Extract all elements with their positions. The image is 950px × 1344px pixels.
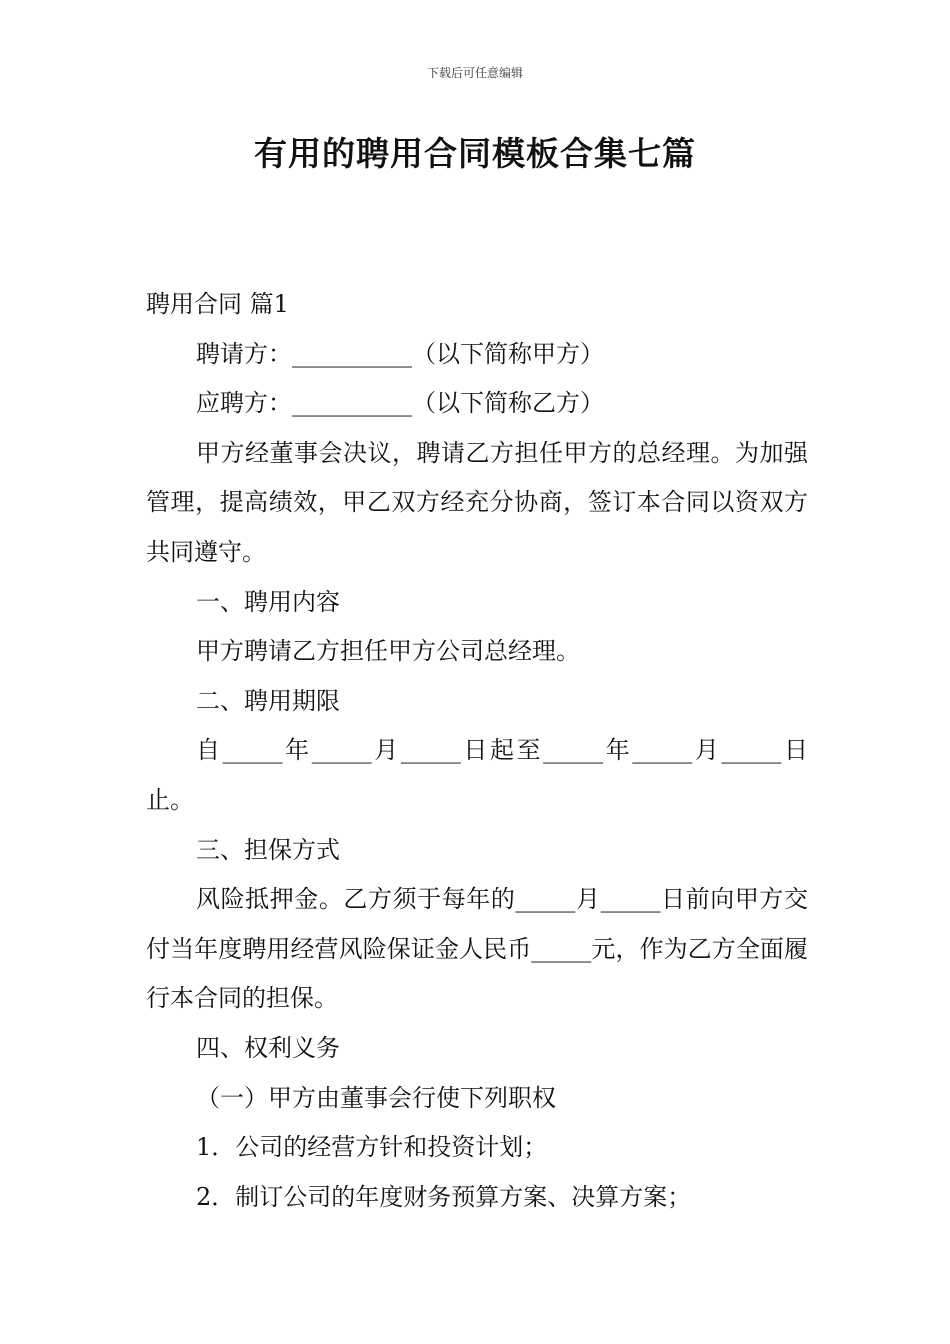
document-title: 有用的聘用合同模板合集七篇 — [254, 134, 696, 173]
header-note: 下载后可任意编辑 — [426, 66, 523, 80]
heading-employment-term: 二、聘用期限 — [196, 686, 340, 715]
paragraph-intro: 甲方经董事会决议，聘请乙方担任甲方的总经理。为加强管理，提高绩效，甲乙双方经充分协商，签订本合同以资双方共同遵守。 — [146, 438, 808, 566]
list-item-2: 2．制订公司的年度财务预算方案、决算方案； — [196, 1182, 692, 1211]
heading-rights-obligations: 四、权利义务 — [196, 1033, 340, 1062]
heading-employment-content: 一、聘用内容 — [196, 587, 340, 616]
paragraph-guarantee: 风险抵押金。乙方须于每年的_____月_____日前向甲方交付当年度聘用经营风险保证金人民币_____元，作为乙方全面履行本合同的担保。 — [146, 885, 808, 1013]
paragraph-employment-term: 自_____年_____月_____日起至_____年_____月_____日止。 — [146, 736, 808, 814]
paragraph-employer: 聘请方：__________（以下简称甲方） — [196, 339, 604, 368]
heading-guarantee: 三、担保方式 — [196, 835, 340, 864]
document-body — [146, 280, 808, 1222]
paragraph-employment-content: 甲方聘请乙方担任甲方公司总经理。 — [196, 637, 580, 666]
paragraph-employee: 应聘方：__________（以下简称乙方） — [196, 389, 604, 418]
section-heading: 聘用合同 篇1 — [146, 290, 289, 318]
heading-board-powers: （一）甲方由董事会行使下列职权 — [196, 1083, 556, 1112]
list-item-1: 1．公司的经营方针和投资计划； — [196, 1133, 548, 1162]
